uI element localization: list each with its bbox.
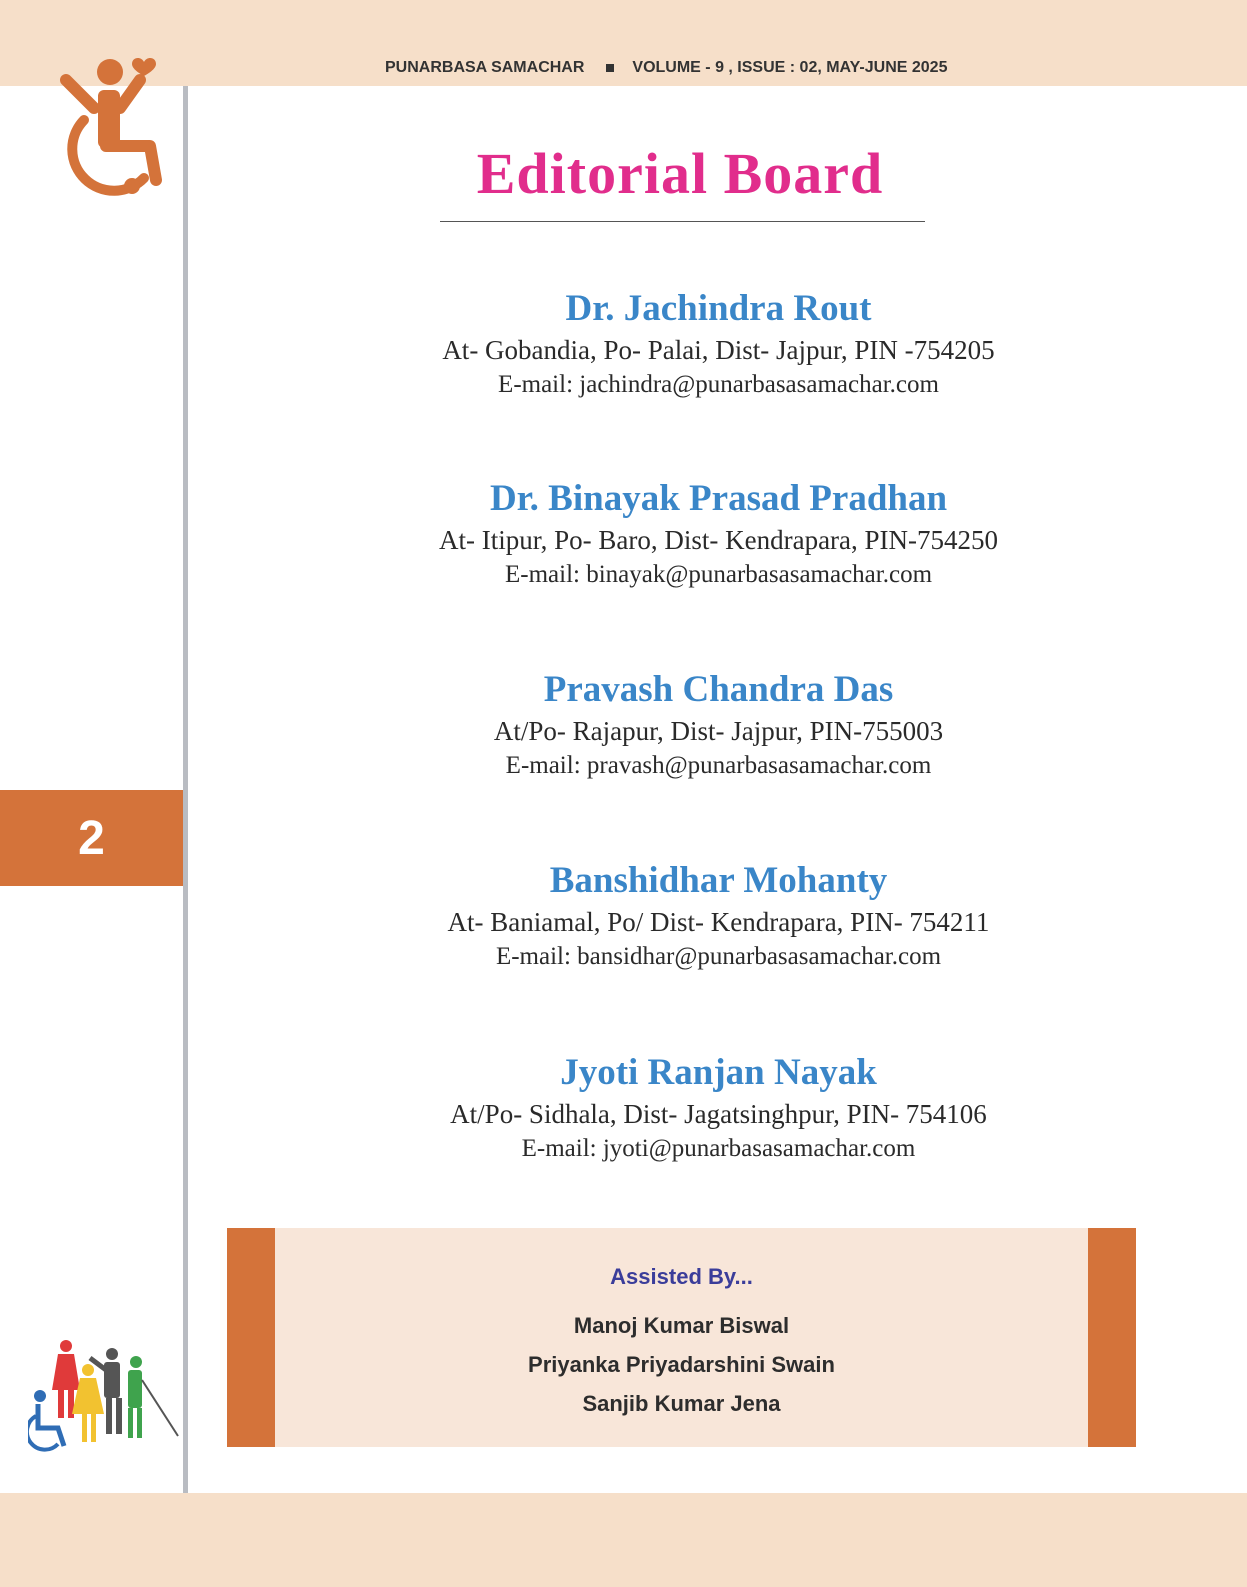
title-underline — [440, 221, 925, 222]
member-name: Jyoti Ranjan Nayak — [560, 1052, 877, 1093]
member-email: E-mail: binayak@punarbasasamachar.com — [504, 561, 933, 588]
assistant-name: Manoj Kumar Biswal — [573, 1313, 790, 1338]
member-address: At- Baniamal, Po/ Dist- Kendrapara, PIN- 754211 — [447, 907, 990, 937]
publication-name: PUNARBASA SAMACHAR — [385, 59, 585, 76]
board-member — [190, 286, 1247, 402]
member-address: At/Po- Rajapur, Dist- Jajpur, PIN-755003 — [493, 716, 944, 746]
running-header — [385, 57, 947, 79]
issue-info: VOLUME - 9 , ISSUE : 02, MAY-JUNE 2025 — [632, 59, 948, 76]
assistant-name: Sanjib Kumar Jena — [582, 1391, 781, 1416]
bottom-band — [0, 1493, 1247, 1587]
header-separator — [606, 64, 614, 72]
board-member — [190, 858, 1247, 974]
member-name: Dr. Binayak Prasad Pradhan — [489, 478, 948, 519]
member-email: E-mail: jyoti@punarbasasamachar.com — [521, 1135, 916, 1162]
member-email: E-mail: jachindra@punarbasasamachar.com — [498, 371, 939, 398]
member-address: At/Po- Sidhala, Dist- Jagatsinghpur, PIN- 754106 — [450, 1099, 987, 1129]
assisted-box-left-bar — [227, 1228, 275, 1447]
member-name: Pravash Chandra Das — [543, 669, 894, 710]
assistant-name: Priyanka Priyadarshini Swain — [528, 1352, 835, 1377]
disability-group-icon — [28, 1340, 183, 1455]
assisted-by-title: Assisted By... — [610, 1264, 753, 1289]
member-name: Banshidhar Mohanty — [549, 860, 888, 901]
left-divider — [183, 86, 188, 1493]
board-member — [190, 667, 1247, 783]
board-member — [190, 476, 1247, 592]
assisted-box-right-bar — [1088, 1228, 1136, 1447]
member-address: At- Itipur, Po- Baro, Dist- Kendrapara, PIN-754250 — [438, 525, 999, 555]
member-email: E-mail: bansidhar@punarbasasamachar.com — [495, 943, 942, 970]
member-address: At- Gobandia, Po- Palai, Dist- Jajpur, PIN -754205 — [442, 335, 995, 365]
member-email: E-mail: pravash@punarbasasamachar.com — [505, 752, 932, 779]
assisted-by-content — [275, 1262, 1088, 1423]
page-title: Editorial Board — [476, 141, 884, 206]
wheelchair-logo-icon — [44, 50, 174, 200]
board-member — [190, 1050, 1247, 1166]
page-number-tab: 2 — [0, 790, 183, 886]
member-name: Dr. Jachindra Rout — [565, 288, 872, 329]
